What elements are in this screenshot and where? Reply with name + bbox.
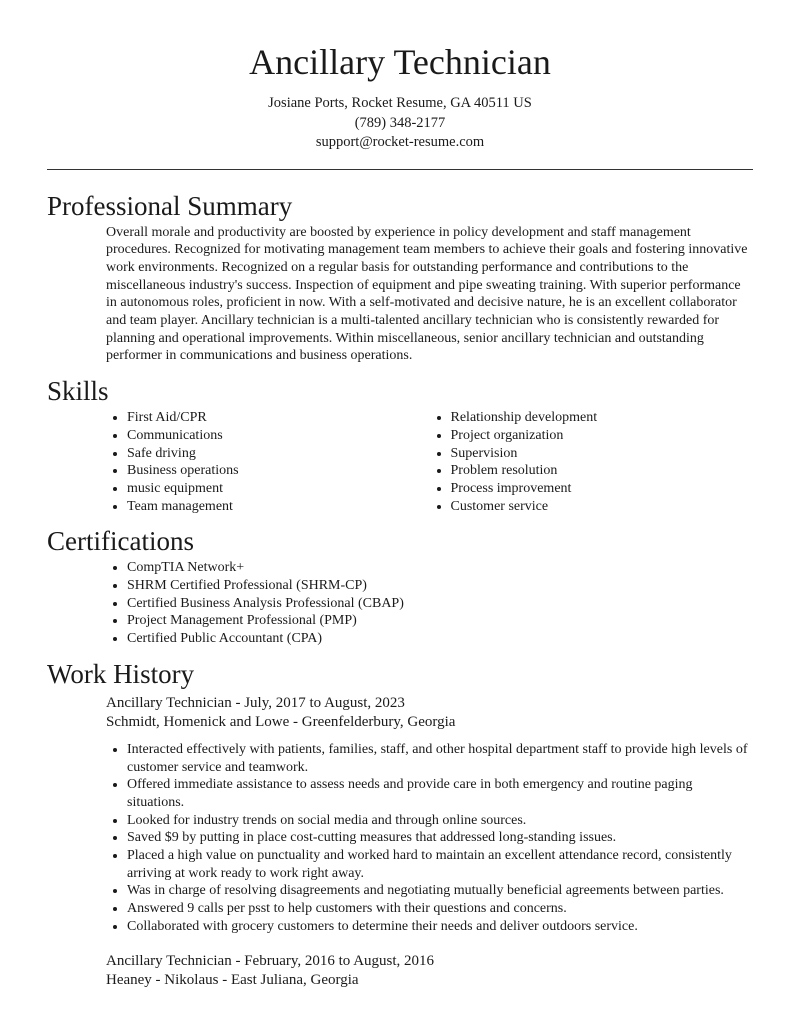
list-item: • Looked for industry trends on social media and through online sources. <box>127 812 753 830</box>
skills-list-left <box>106 409 430 515</box>
work-history-section <box>47 658 753 991</box>
certifications-list <box>106 559 753 648</box>
skills-section <box>47 375 753 515</box>
job-company: Schmidt, Homenick and Lowe - Greenfelderbury, Georgia <box>106 714 456 731</box>
job-entry <box>106 694 753 936</box>
list-item: • Safe driving <box>127 445 430 463</box>
list-item: • Problem resolution <box>451 462 754 480</box>
list-item: • First Aid/CPR <box>127 409 430 427</box>
list-item: • music equipment <box>127 480 430 498</box>
job-title: Ancillary Technician - February, 2016 to August, 2016 <box>106 952 435 969</box>
list-item: • Supervision <box>451 445 754 463</box>
job-title: Ancillary Technician - July, 2017 to August, 2023 <box>106 694 405 711</box>
section-heading: Certifications <box>47 526 194 557</box>
list-item: • Collaborated with grocery customers to determine their needs and deliver outdoors service. <box>127 918 753 936</box>
list-item: • Team management <box>127 498 430 516</box>
summary-section <box>47 190 753 366</box>
certifications-section <box>47 525 753 648</box>
list-item: • SHRM Certified Professional (SHRM-CP) <box>127 577 753 595</box>
list-item: • Project organization <box>451 427 754 445</box>
list-item: • Certified Business Analysis Professional (CBAP) <box>127 595 753 613</box>
list-item: • CompTIA Network+ <box>127 559 753 577</box>
list-item: • Answered 9 calls per psst to help customers with their questions and concerns. <box>127 900 753 918</box>
list-item: • Relationship development <box>451 409 754 427</box>
section-heading: Professional Summary <box>47 190 293 221</box>
list-item: • Offered immediate assistance to assess needs and provide care in both emergency and routine paging situations. <box>127 776 753 811</box>
address: Josiane Ports, Rocket Resume, GA 40511 US <box>268 95 532 111</box>
list-item: • Was in charge of resolving disagreements and negotiating mutually beneficial agreements between parties. <box>127 882 753 900</box>
list-item: • Interacted effectively with patients, families, staff, and other hospital department staff to provide high levels of customer service and teamwork. <box>127 741 753 776</box>
divider <box>47 169 753 170</box>
list-item: • Communications <box>127 427 430 445</box>
list-item: • Business operations <box>127 462 430 480</box>
resume-name: Ancillary Technician <box>249 42 551 82</box>
list-item: • Customer service <box>451 498 754 516</box>
job-bullets <box>106 741 753 936</box>
list-item: • Process improvement <box>451 480 754 498</box>
summary-text: Overall morale and productivity are boosted by experience in policy development and staff management procedures. Recognized for motivating management team members to achieve their goals and fostering innovative work environments. Recognized on a regular basis for outstanding performance and contributions to the miscellaneous industry's success. Inspection of equipment and pipe sweating training. With superior performance in autonomous roles, proficient in now. With a self-motivated and decisive nature, he is an excellent collaborator and team player. Ancillary technician is a multi-talented ancillary technician who is consistently rewarded for planning and operational improvements. Within miscellaneous, senior ancillary technician and outstanding performer in communications and business operations. <box>106 224 748 364</box>
contact-info <box>47 94 753 153</box>
job-entry <box>106 952 753 991</box>
section-heading: Skills <box>47 376 109 407</box>
phone: (789) 348-2177 <box>354 114 446 131</box>
job-company: Heaney - Nikolaus - East Juliana, Georgia <box>106 972 359 989</box>
list-item: • Placed a high value on punctuality and worked hard to maintain an excellent attendance record, consistently arriving at work ready to work right away. <box>127 847 753 882</box>
list-item: • Project Management Professional (PMP) <box>127 612 753 630</box>
section-heading: Work History <box>47 658 195 689</box>
email: support@rocket-resume.com <box>315 134 485 150</box>
skills-list-right <box>430 409 754 515</box>
list-item: • Certified Public Accountant (CPA) <box>127 630 753 648</box>
list-item: • Saved $9 by putting in place cost-cutting measures that addressed long-standing issues. <box>127 829 753 847</box>
